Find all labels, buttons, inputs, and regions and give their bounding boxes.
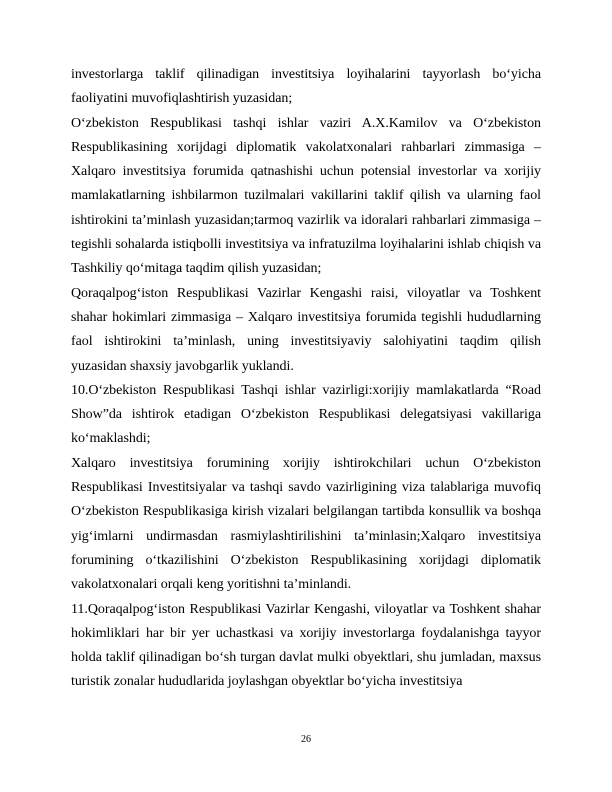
paragraph-4: 10.Oʻzbekiston Respublikasi Tashqi ishlar vazirligi:xorijiy mamlakatlarda “Road Show”da ishtirok etadigan Oʻzbekiston Respublikasi delegatsiyasi vakillariga koʻmaklashdi;	[71, 382, 541, 447]
paragraph-2: Oʻzbekiston Respublikasi tashqi ishlar vaziri A.X.Kamilov va Oʻzbekiston Respublikasining xorijdagi diplomatik vakolatxonalari rahbarlari zimmasiga – Xalqaro investitsiya forumida qatnashishi uchun potensial investorlar va xorijiy mamlakatlarning ishbilarmon tuzilmalari vakillarini taklif qilish va ularning faol ishtirokini taʼminlash yuzasidan;tarmoq vazirlik va idoralari rahbarlari zimmasiga – tegishli sohalarda istiqbolli investitsiya va infratuzilma loyihalarini ishlab chiqish va Tashkiliy qoʻmitaga taqdim qilish yuzasidan;	[71, 115, 541, 277]
paragraph-6: 11.Qoraqalpogʻiston Respublikasi Vazirlar Kengashi, viloyatlar va Toshkent shahar hokimliklari har bir yer uchastkasi va xorijiy investorlarga foydalanishga tayyor holda taklif qilinadigan boʻsh turgan davlat mulki obyektlari, shu jumladan, maxsus turistik zonalar hududlarida joylashgan obyektlar boʻyicha investitsiya	[71, 601, 541, 690]
paragraph-3: Qoraqalpogʻiston Respublikasi Vazirlar Kengashi raisi, viloyatlar va Toshkent shahar hokimlari zimmasiga – Xalqaro investitsiya forumida tegishli hududlarning faol ishtirokini taʼminlash, uning investitsiyaviy salohiyatini taqdim qilish yuzasidan shaxsiy javobgarlik yuklandi.	[71, 285, 541, 374]
page-number: 26	[301, 734, 311, 745]
document-body	[71, 63, 541, 695]
paragraph-1: investorlarga taklif qilinadigan investitsiya loyihalarini tayyorlash boʻyicha faoliyatini muvofiqlashtirish yuzasidan;	[71, 67, 541, 107]
paragraph-5: Xalqaro investitsiya forumining xorijiy ishtirokchilari uchun Oʻzbekiston Respublikasi Investitsiyalar va tashqi savdo vazirligining viza talablariga muvofiq Oʻzbekiston Respublikasiga kirish vizalari belgilangan tartibda konsullik va boshqa yigʻimlarni undirmasdan rasmiylashtirilishini taʼminlasin;Xalqaro investitsiya forumining oʻtkazilishini Oʻzbekiston Respublikasining xorijdagi diplomatik vakolatxonalari orqali keng yoritishni taʼminlandi.	[71, 455, 541, 593]
